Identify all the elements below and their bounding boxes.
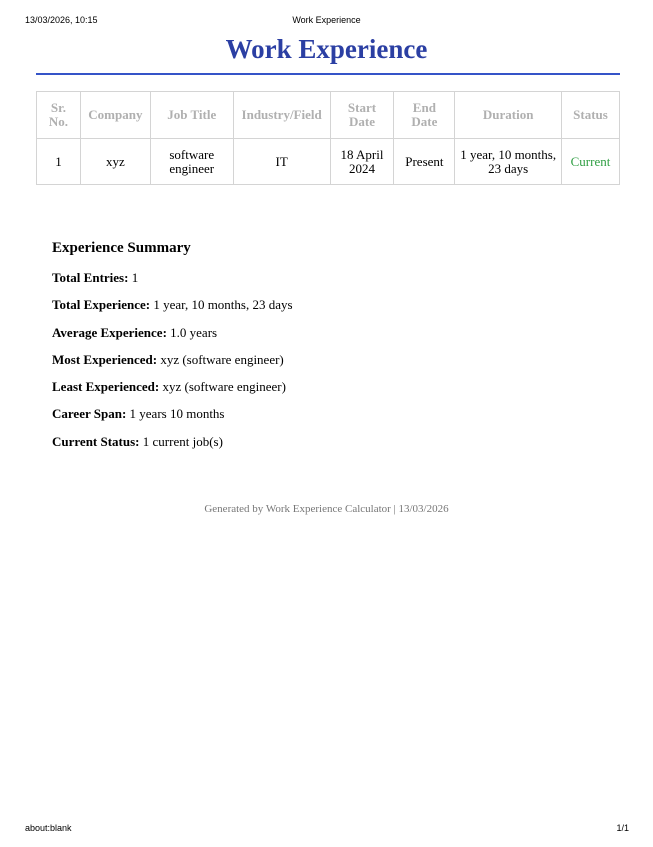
cell-end-date: Present [394, 139, 455, 185]
print-header [0, 15, 653, 27]
print-title: Work Experience [292, 15, 361, 25]
status-badge: Current [562, 139, 620, 185]
title-divider [36, 73, 620, 75]
header-duration: Duration [455, 92, 562, 139]
summary-label: Least Experienced: [52, 379, 160, 395]
summary-total-experience [52, 296, 612, 323]
cell-industry: IT [233, 139, 330, 185]
experience-table [36, 91, 620, 185]
cell-sr-no: 1 [37, 139, 81, 185]
summary-heading: Experience Summary [52, 240, 191, 256]
summary-least-experienced [52, 378, 612, 405]
summary-career-span [52, 405, 612, 432]
header-sr-no: Sr. No. [37, 92, 81, 139]
summary-average-experience [52, 324, 612, 351]
header-job-title: Job Title [150, 92, 233, 139]
header-company: Company [80, 92, 150, 139]
table-row [37, 139, 620, 185]
cell-company: xyz [80, 139, 150, 185]
header-status: Status [562, 92, 620, 139]
summary-value: 1 years 10 months [129, 406, 225, 422]
summary-label: Current Status: [52, 433, 140, 449]
summary-value: 1 year, 10 months, 23 days [153, 297, 293, 313]
summary-value: 1 current job(s) [142, 433, 223, 449]
summary-total-entries [52, 269, 612, 296]
summary-label: Total Entries: [52, 270, 129, 285]
summary-label: Total Experience: [52, 297, 151, 313]
summary-label: Career Span: [52, 406, 127, 422]
summary-label: Most Experienced: [52, 351, 158, 367]
summary-current-status [52, 433, 612, 460]
header-industry: Industry/Field [233, 92, 330, 139]
print-url: about:blank [25, 823, 72, 833]
print-page-number: 1/1 [616, 823, 629, 833]
table-header-row [37, 92, 620, 139]
summary-value: 1 [131, 270, 139, 285]
header-start-date: Start Date [330, 92, 394, 139]
summary-value: xyz (software engineer) [162, 379, 286, 395]
header-end-date: End Date [394, 92, 455, 139]
cell-start-date: 18 April 2024 [330, 139, 394, 185]
experience-summary [52, 240, 612, 460]
summary-value: 1.0 years [170, 324, 218, 340]
summary-label: Average Experience: [52, 324, 167, 340]
print-datetime: 13/03/2026, 10:15 [25, 15, 98, 25]
page-title: Work Experience [225, 34, 428, 64]
summary-value: xyz (software engineer) [160, 351, 284, 367]
summary-most-experienced [52, 351, 612, 378]
cell-job-title: software engineer [150, 139, 233, 185]
generated-footer: Generated by Work Experience Calculator | 13/03/2026 [204, 503, 449, 515]
print-footer [0, 823, 653, 835]
cell-duration: 1 year, 10 months, 23 days [455, 139, 562, 185]
